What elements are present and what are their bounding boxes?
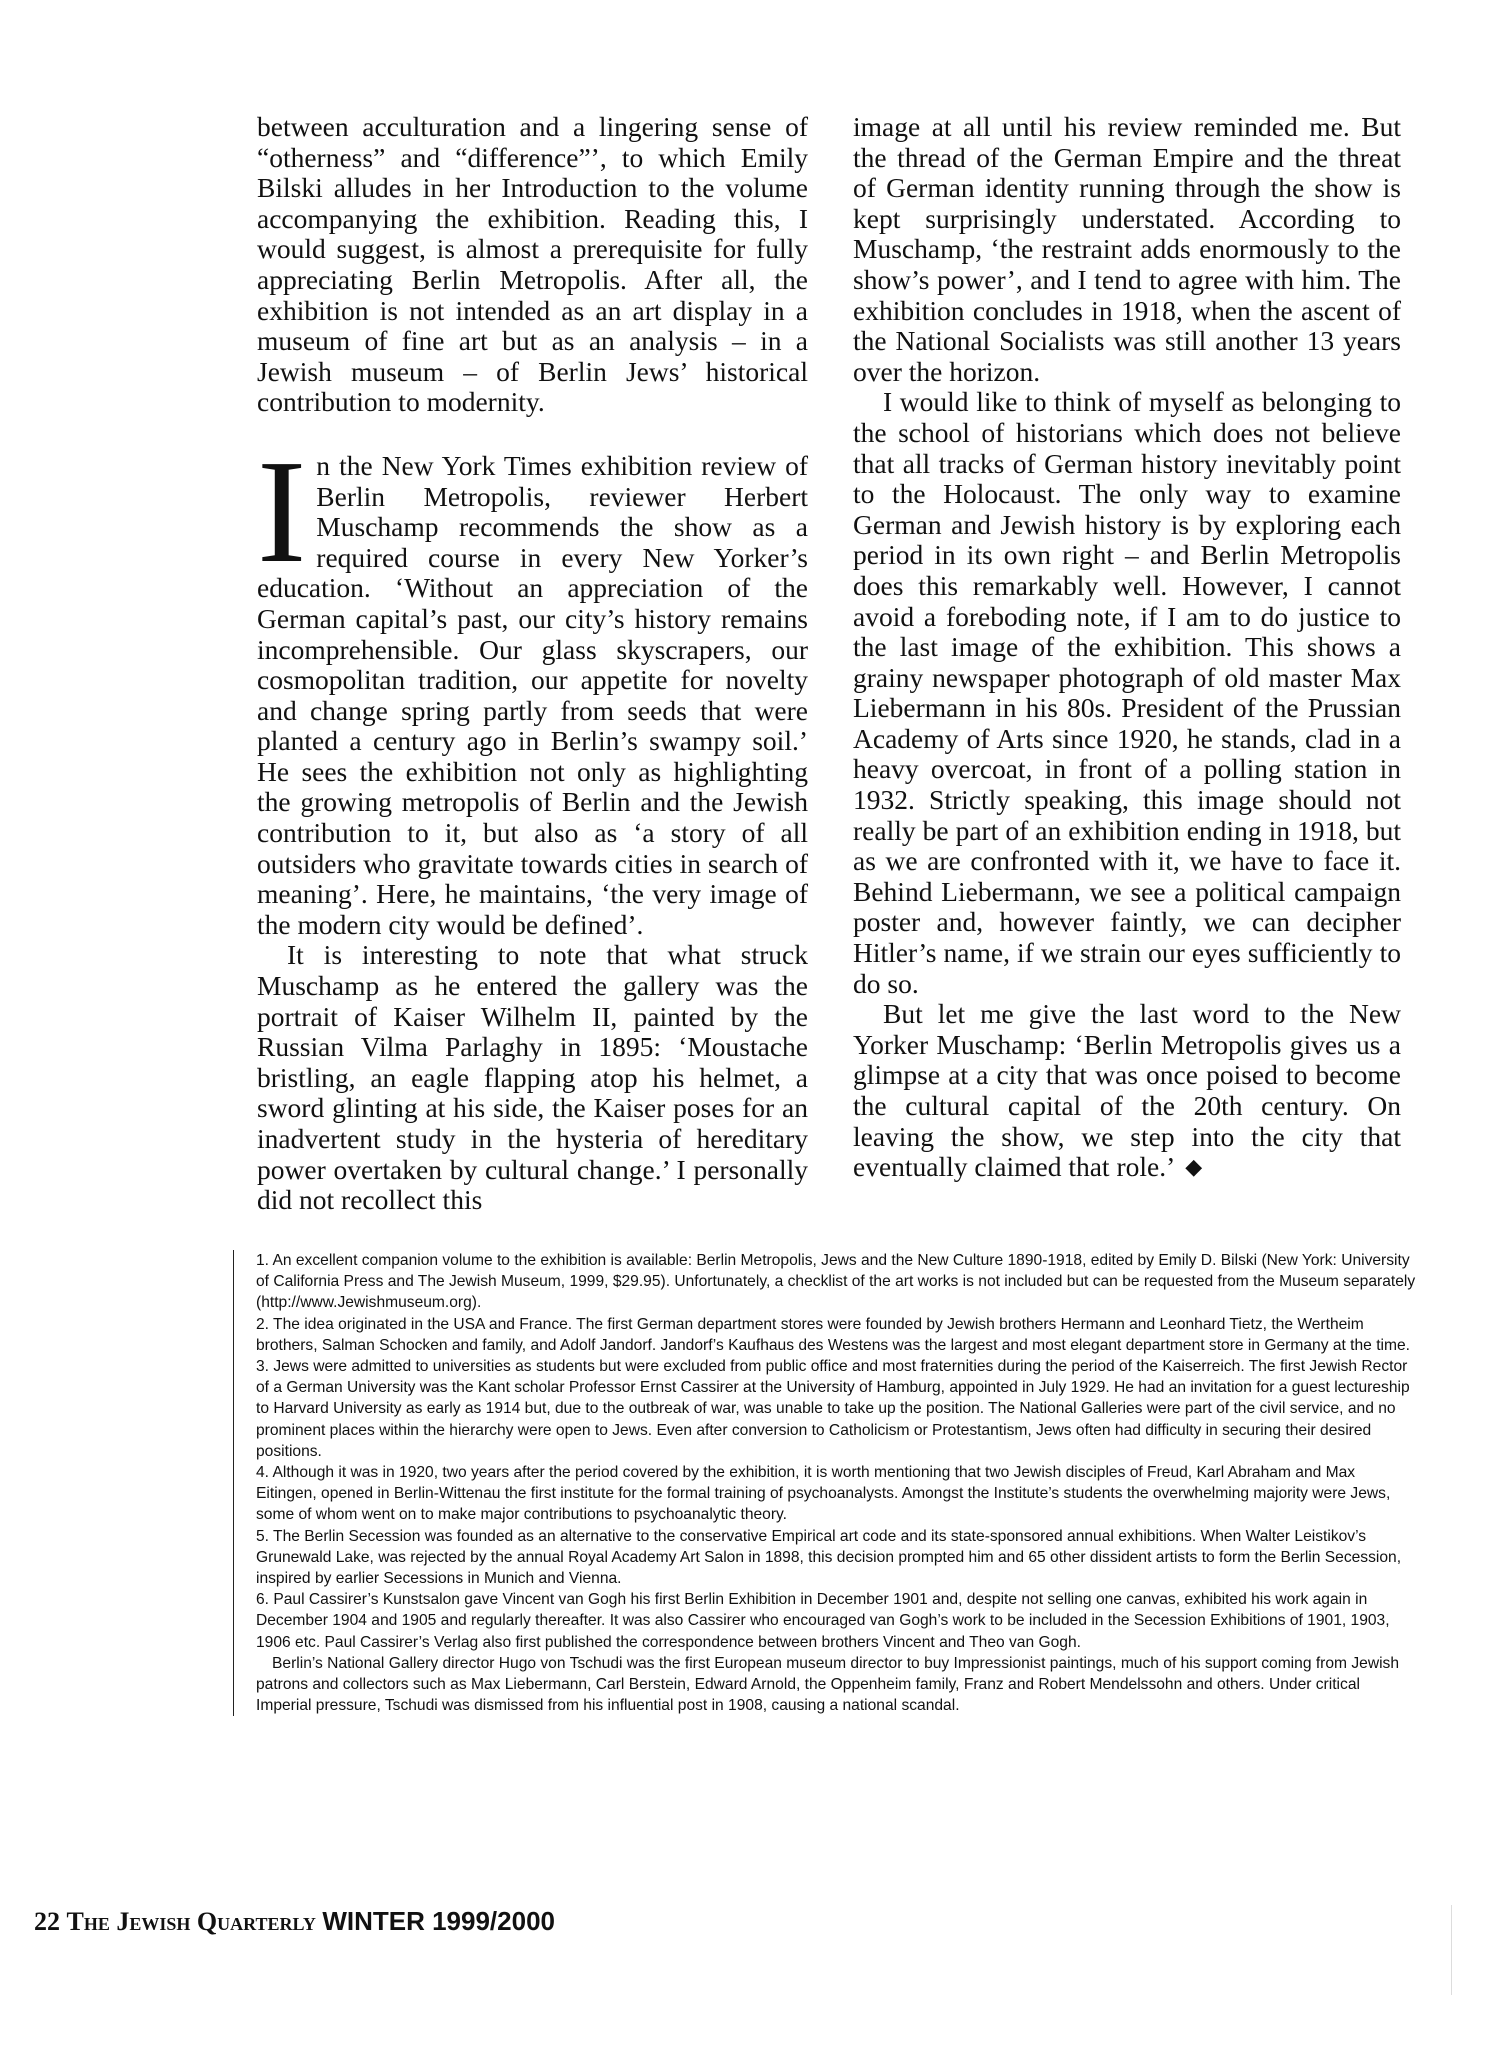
issue-label: WINTER 1999/2000 bbox=[322, 1906, 555, 1936]
page-footer bbox=[34, 1906, 555, 1937]
left-column bbox=[257, 112, 808, 1216]
body-paragraph-dropcap bbox=[257, 429, 808, 941]
footnote: 1. An excellent companion volume to the exhibition is available: Berlin Metropolis, Jews and the New Culture 1890-1918, edited by Emily D. Bilski (New York: University of California Press and The Jewish Museum, 1999, $29.95). Unfortunately, a checklist of the art works is not included but can be requested from the Museum separately (http://www.Jewishmuseum.org). bbox=[256, 1252, 1416, 1312]
dropcap-paragraph-text: n the New York Times exhibition review of Berlin Metropolis, reviewer Herbert Muschamp recommends the show as a required course in every New Yorker’s education. ‘Without an appreciation of the German capital’s past, our city’s history remains incomprehensible. Our glass skyscrapers, our cosmopolitan tradition, our appetite for novelty and change spring partly from seeds that were planted a century ago in Berlin’s swampy soil.’ He sees the exhibition not only as highlighting the growing metropolis of Berlin and the Jewish contribution to it, but also as ‘a story of all outsiders who gravitate towards cities in search of meaning’. Here, he maintains, ‘the very image of the modern city would be defined’. bbox=[257, 449, 808, 940]
page-edge-line bbox=[1451, 1905, 1452, 1995]
body-paragraph: I would like to think of myself as belonging to the school of historians which does not believe that all tracks of German history inevitably point to the Holocaust. The only way to examine German and Jewish history is by exploring each period in its own right – and Berlin Metropolis does this remarkably well. However, I cannot avoid a foreboding note, if I am to do justice to the last image of the exhibition. This shows a grainy newspaper photograph of old master Max Liebermann in his 80s. President of the Prussian Academy of Arts since 1920, he stands, clad in a heavy overcoat, in front of a polling station in 1932. Strictly speaking, this image should not really be part of an exhibition ending in 1918, but as we are confronted with it, we have to face it. Behind Liebermann, we see a political campaign poster and, however faintly, we can decipher Hitler’s name, if we strain our eyes sufficiently to do so. bbox=[853, 386, 1401, 999]
final-paragraph-text: But let me give the last word to the New Yorker Muschamp: ‘Berlin Metropolis gives us a glimpse at a city that was once poised to become the cultural capital of the 20th century. On leaving the show, we step into the city that eventually claimed that role.’ bbox=[853, 998, 1401, 1183]
footnote-continuation: Berlin’s National Gallery director Hugo von Tschudi was the first European museum director to buy Impressionist paintings, much of his support coming from Jewish patrons and collectors such as Max Liebermann, Carl Berstein, Edward Arnold, the Oppenheim family, Franz and Robert Mendelssohn and others. Under critical Imperial pressure, Tschudi was dismissed from his influential post in 1908, causing a national scandal. bbox=[256, 1654, 1400, 1715]
footnote: 4. Although it was in 1920, two years after the period covered by the exhibition, it is worth mentioning that two Jewish disciples of Freud, Karl Abraham and Max Eitingen, opened in Berlin-Wittenau the first institute for the formal training of psychoanalysts. Amongst the Institute’s students the overwhelming majority were Jews, some of whom went on to make major contributions to psychoanalytic theory. bbox=[256, 1464, 1391, 1524]
body-paragraph: image at all until his review reminded me. But the thread of the German Empire and the threat of German identity running through the show is kept surprisingly understated. According to Muschamp, ‘the restraint adds enormously to the show’s power’, and I tend to agree with him. The exhibition concludes in 1918, when the ascent of the National Socialists was still another 13 years over the horizon. bbox=[853, 111, 1401, 387]
publication-title: The Jewish Quarterly bbox=[66, 1907, 316, 1936]
body-paragraph-final bbox=[853, 999, 1401, 1183]
footnote: 5. The Berlin Secession was founded as an alternative to the conservative Empirical art code and its state-sponsored annual exhibitions. When Walter Leistikov’s Grunewald Lake, was rejected by the annual Royal Academy Art Salon in 1898, this decision prompted him and 65 other dissident artists to form the Berlin Secession, inspired by earlier Secessions in Munich and Vienna. bbox=[256, 1527, 1402, 1588]
body-paragraph: It is interesting to note that what struck Muschamp as he entered the gallery was the portrait of Kaiser Wilhelm II, painted by the Russian Vilma Parlaghy in 1895: ‘Moustache bristling, an eagle flapping atop his helmet, a sword glinting at his side, the Kaiser poses for an inadvertent study in the hysteria of hereditary power overtaken by cultural change.’ I personally did not recollect this bbox=[257, 939, 808, 1216]
footnotes bbox=[233, 1250, 1419, 1716]
end-mark-icon: ◆ bbox=[1185, 1154, 1203, 1180]
footnote: 6. Paul Cassirer’s Kunstsalon gave Vincent van Gogh his first Berlin Exhibition in December 1901 and, despite not selling one canvas, exhibited his work again in December 1904 and 1905 and regularly thereafter. It was also Cassirer who encouraged van Gogh’s work to be included in the Secession Exhibitions of 1901, 1903, 1906 etc. Paul Cassirer’s Verlag also first published the correspondence between brothers Vincent and Theo van Gogh. bbox=[256, 1591, 1390, 1651]
footnote: 2. The idea originated in the USA and France. The first German department stores were founded by Jewish brothers Hermann and Leonhard Tietz, the Wertheim brothers, Salman Schocken and family, and Adolf Jandorf. Jandorf’s Kaufhaus des Westens was the largest and most elegant department store in Germany at the time. bbox=[256, 1315, 1410, 1354]
footnote: 3. Jews were admitted to universities as students but were excluded from public office and most fraternities during the period of the Kaiserreich. The first Jewish Rector of a German University was the Kant scholar Professor Ernst Cassirer at the University of Hamburg, appointed in July 1929. He had an invitation for a guest lectureship to Harvard University as early as 1914 but, due to the outbreak of war, was unable to take up the position. The National Galleries were part of the civil service, and no prominent places within the hierarchy were open to Jews. Even after conversion to Catholicism or Protestantism, Jews often had difficulty in securing their desired positions. bbox=[256, 1358, 1410, 1460]
body-paragraph: between acculturation and a lingering sense of “otherness” and “difference”’, to which Emily Bilski alludes in her Introduction to the volume accompanying the exhibition. Reading this, I would suggest, is almost a prerequisite for fully appreciating Berlin Metropolis. After all, the exhibition is not intended as an art display in a museum of fine art but as an analysis – in a Jewish museum – of Berlin Jews’ historical contribution to modernity. bbox=[257, 111, 808, 418]
page-number: 22 bbox=[34, 1907, 60, 1936]
drop-cap: I bbox=[257, 429, 307, 594]
right-column bbox=[853, 112, 1401, 1183]
